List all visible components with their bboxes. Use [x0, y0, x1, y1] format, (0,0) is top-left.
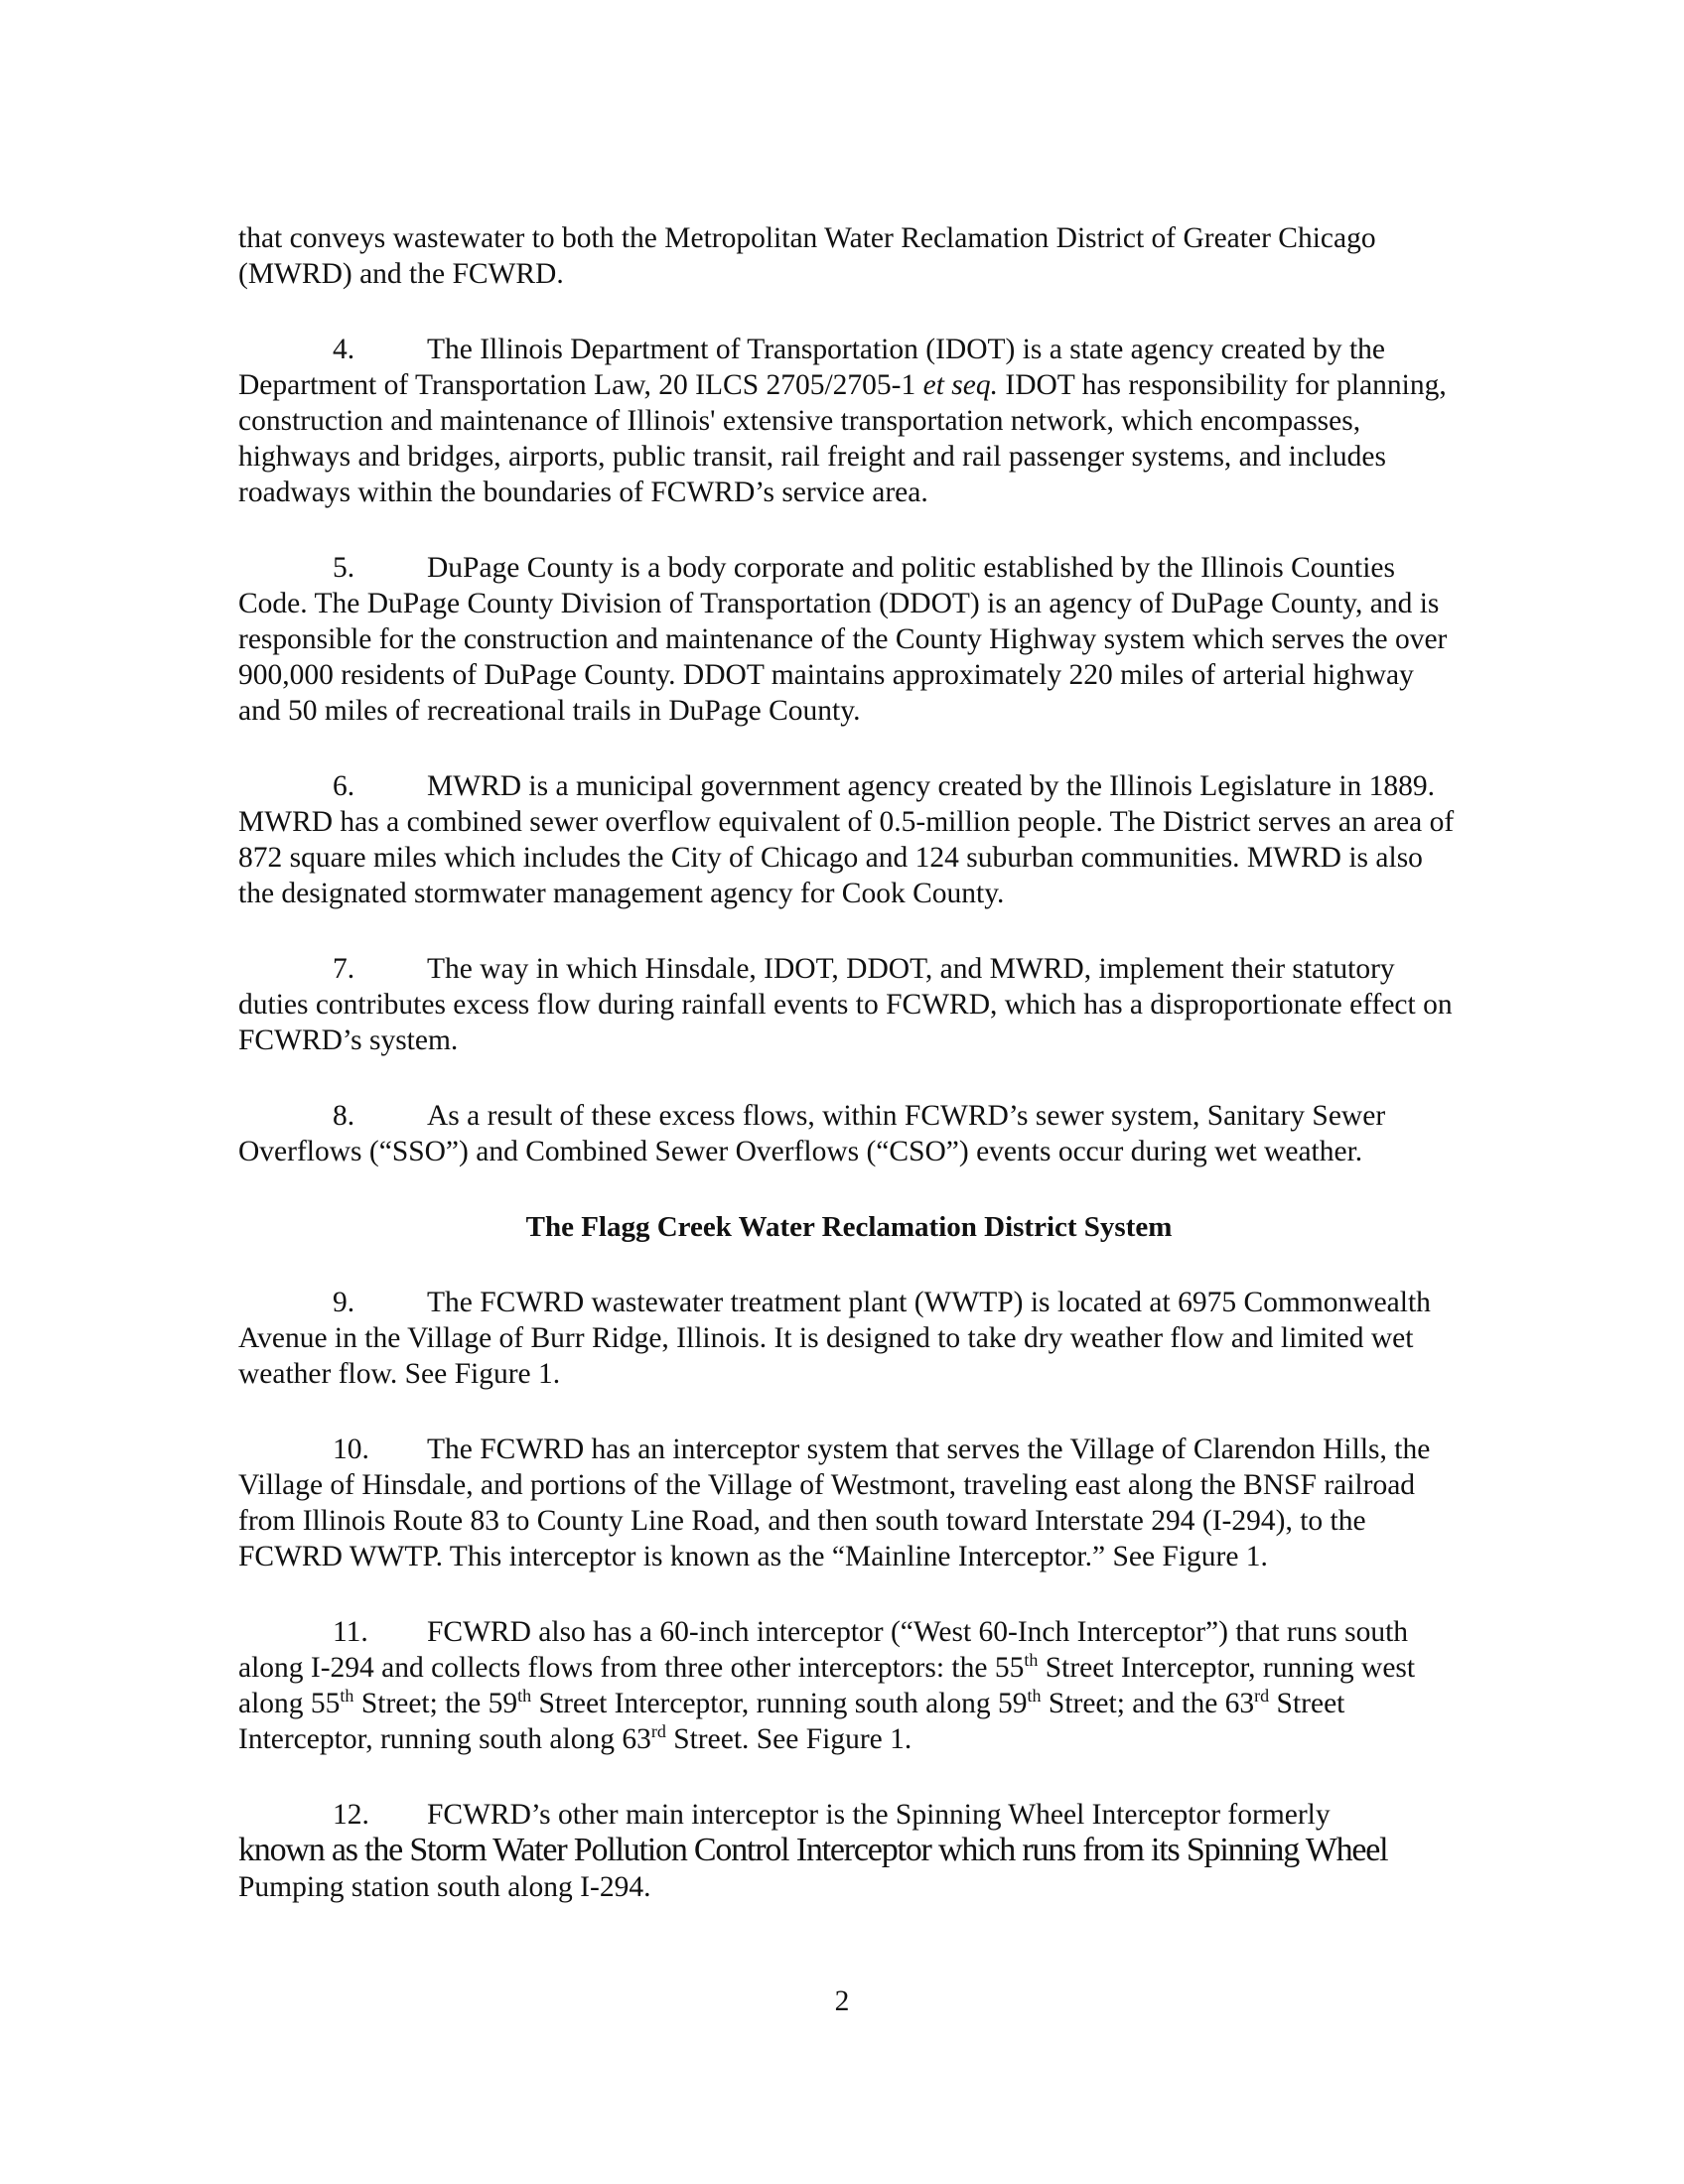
document-body: [238, 220, 1460, 1945]
paragraph-number: 10.: [333, 1433, 369, 1465]
paragraph-text: Street. See Figure 1.: [665, 1723, 912, 1755]
paragraph-text: FCWRD also has a 60-inch interceptor (“West 60-Inch Interceptor”) that runs south along I-294 and collects flows from three other interceptors: the 55: [238, 1616, 1409, 1684]
paragraph-text: The FCWRD wastewater treatment plant (WWTP) is located at 6975 Commonwealth Avenue in the Village of Burr Ridge, Illinois. It is designed to take dry weather flow and limited wet weather flow. See Figure 1.: [238, 1287, 1431, 1390]
paragraph-text: Street; the 59: [353, 1688, 518, 1719]
section-heading: The Flagg Creek Water Reclamation District System: [525, 1211, 1173, 1243]
ordinal-suffix: th: [1027, 1686, 1042, 1706]
paragraph-4: [238, 332, 1460, 510]
ordinal-suffix: th: [340, 1686, 354, 1706]
paragraph-11: [238, 1614, 1460, 1757]
paragraph-number: 5.: [333, 552, 355, 584]
paragraph-text: Street; and the 63: [1041, 1688, 1255, 1719]
paragraph-number: 8.: [333, 1100, 355, 1132]
paragraph-text: MWRD is a municipal government agency created by the Illinois Legislature in 1889. MWRD has a combined sewer overflow equivalent of 0.5-million people. The District serves an area of 872 square miles which includes the City of Chicago and 124 suburban communities. MWRD is also the designated stormwater management agency for Cook County.: [238, 770, 1455, 909]
paragraph-10: [238, 1432, 1460, 1574]
paragraph-text: Street Interceptor, running west along 55: [238, 1652, 1416, 1719]
paragraph-5: [238, 550, 1460, 729]
paragraph-7: [238, 951, 1460, 1058]
ordinal-suffix: th: [1024, 1650, 1039, 1671]
paragraph-text: As a result of these excess flows, within FCWRD’s sewer system, Sanitary Sewer Overflows (“SSO”) and Combined Sewer Overflows (“CSO”) events occur during wet weather.: [238, 1100, 1386, 1167]
page-number: 2: [834, 1985, 850, 2017]
paragraph-text: The FCWRD has an interceptor system that serves the Village of Clarendon Hills, the Village of Hinsdale, and portions of the Village of Westmont, traveling east along the BNSF railroad from Illinois Route 83 to County Line Road, and then south toward Interstate 294 (I-294), to the FCWRD WWTP. This interceptor is known as the “Mainline Interceptor.” See Figure 1.: [238, 1433, 1431, 1572]
paragraph-text: DuPage County is a body corporate and politic established by the Illinois Counties Code. The DuPage County Division of Transportation (DDOT) is an agency of DuPage County, and is responsible for the construction and maintenance of the County Highway system which serves the over 900,000 residents of DuPage County. DDOT maintains approximately 220 miles of arterial highway and 50 miles of recreational trails in DuPage County.: [238, 552, 1448, 727]
paragraph-12: [238, 1797, 1460, 1905]
paragraph-text: The way in which Hinsdale, IDOT, DDOT, and MWRD, implement their statutory duties contributes excess flow during rainfall events to FCWRD, which has a disproportionate effect on FCWRD’s system.: [238, 953, 1453, 1056]
paragraph-number: 7.: [333, 953, 355, 985]
paragraph-number: 9.: [333, 1287, 355, 1318]
paragraph-text: The Illinois Department of Transportation (IDOT) is a state agency created by the Department of Transportation Law, 20 ILCS 2705/2705-1: [238, 334, 1386, 401]
paragraph-9: [238, 1285, 1460, 1392]
italic-citation: et seq.: [922, 369, 998, 401]
paragraph-number: 12.: [333, 1799, 369, 1831]
paragraph-8: [238, 1098, 1460, 1169]
paragraph-text: Street Interceptor, running south along 59: [531, 1688, 1028, 1719]
paragraph-number: 4.: [333, 334, 355, 365]
paragraph-number: 6.: [333, 770, 355, 802]
ordinal-suffix: rd: [1254, 1686, 1270, 1706]
paragraph-text: FCWRD’s other main interceptor is the Spinning Wheel Interceptor formerly: [427, 1799, 1331, 1831]
paragraph-text-condensed: known as the Storm Water Pollution Control Interceptor which runs from its Spinning Wheel: [238, 1832, 1388, 1868]
ordinal-suffix: th: [517, 1686, 532, 1706]
paragraph-text: Pumping station south along I-294.: [238, 1871, 651, 1903]
paragraph-number: 11.: [333, 1616, 368, 1648]
continuation-paragraph: that conveys wastewater to both the Metropolitan Water Reclamation District of Greater Chicago (MWRD) and the FCWRD.: [238, 222, 1376, 290]
paragraph-6: [238, 768, 1460, 911]
ordinal-suffix: rd: [650, 1721, 666, 1742]
paragraph-text: Street Interceptor, running south along 63: [238, 1688, 1345, 1755]
paragraph-text: IDOT has responsibility for planning, construction and maintenance of Illinois' extensive transportation network, which encompasses, highways and bridges, airports, public transit, rail freight and rail passenger systems, and includes roadways within the boundaries of FCWRD’s service area.: [238, 369, 1447, 508]
